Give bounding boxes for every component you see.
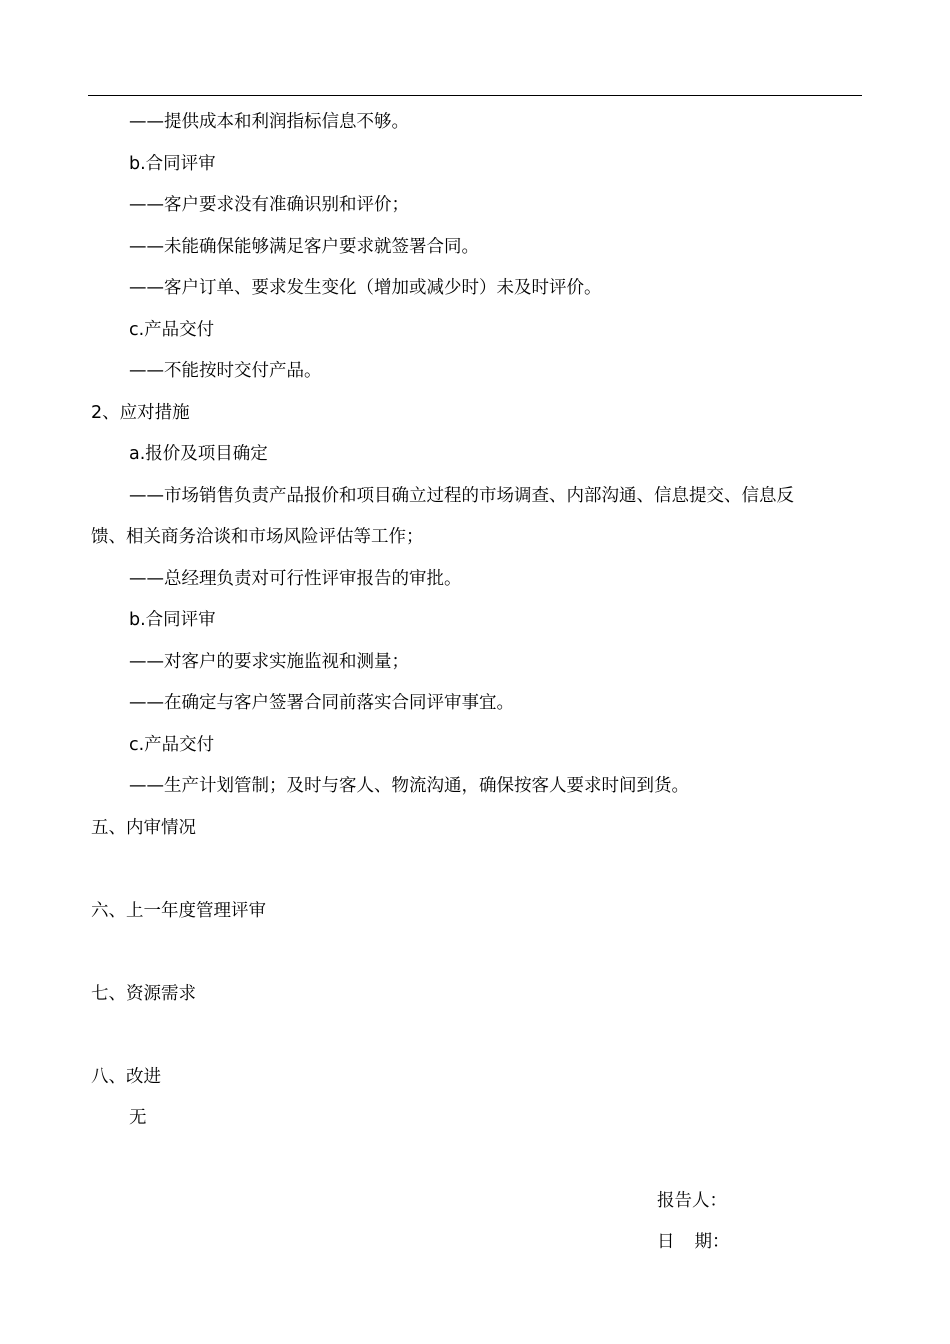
subheading-contract-review: b.合同评审 [129, 154, 216, 174]
text-line: ——客户要求没有准确识别和评价； [129, 195, 409, 215]
text-line: ——提供成本和利润指标信息不够。 [129, 112, 409, 132]
text-line: ——在确定与客户签署合同前落实合同评审事宜。 [129, 693, 514, 713]
date-label-part2: 期： [694, 1232, 730, 1252]
date-label-part1: 日 [657, 1232, 675, 1252]
text-line: ——总经理负责对可行性评审报告的审批。 [129, 569, 462, 589]
text-line: ——生产计划管制；及时与客人、物流沟通，确保按客人要求时间到货。 [129, 776, 689, 796]
section-heading-management-review: 六、上一年度管理评审 [91, 901, 266, 921]
text-line: ——市场销售负责产品报价和项目确立过程的市场调查、内部沟通、信息提交、信息反 [129, 486, 794, 506]
text-line: ——对客户的要求实施监视和测量； [129, 652, 409, 672]
text-line-continuation: 馈、相关商务洽谈和市场风险评估等工作； [91, 527, 424, 547]
header-rule [88, 95, 862, 96]
subheading-contract-review: b.合同评审 [129, 610, 216, 630]
improvement-content: 无 [129, 1108, 147, 1128]
text-line: ——未能确保能够满足客户要求就签署合同。 [129, 237, 479, 257]
date-label [657, 1232, 730, 1252]
subheading-product-delivery: c.产品交付 [129, 735, 215, 755]
subheading-product-delivery: c.产品交付 [129, 320, 215, 340]
text-line: ——客户订单、要求发生变化（增加或减少时）未及时评价。 [129, 278, 602, 298]
section-heading-resource-needs: 七、资源需求 [91, 984, 196, 1004]
section-heading-internal-audit: 五、内审情况 [91, 818, 196, 838]
subheading-quotation: a.报价及项目确定 [129, 444, 268, 464]
reporter-label: 报告人： [657, 1191, 727, 1211]
section-heading-improvement: 八、改进 [91, 1067, 161, 1087]
text-line: ——不能按时交付产品。 [129, 361, 322, 381]
section-heading-countermeasures: 2、应对措施 [91, 403, 190, 423]
